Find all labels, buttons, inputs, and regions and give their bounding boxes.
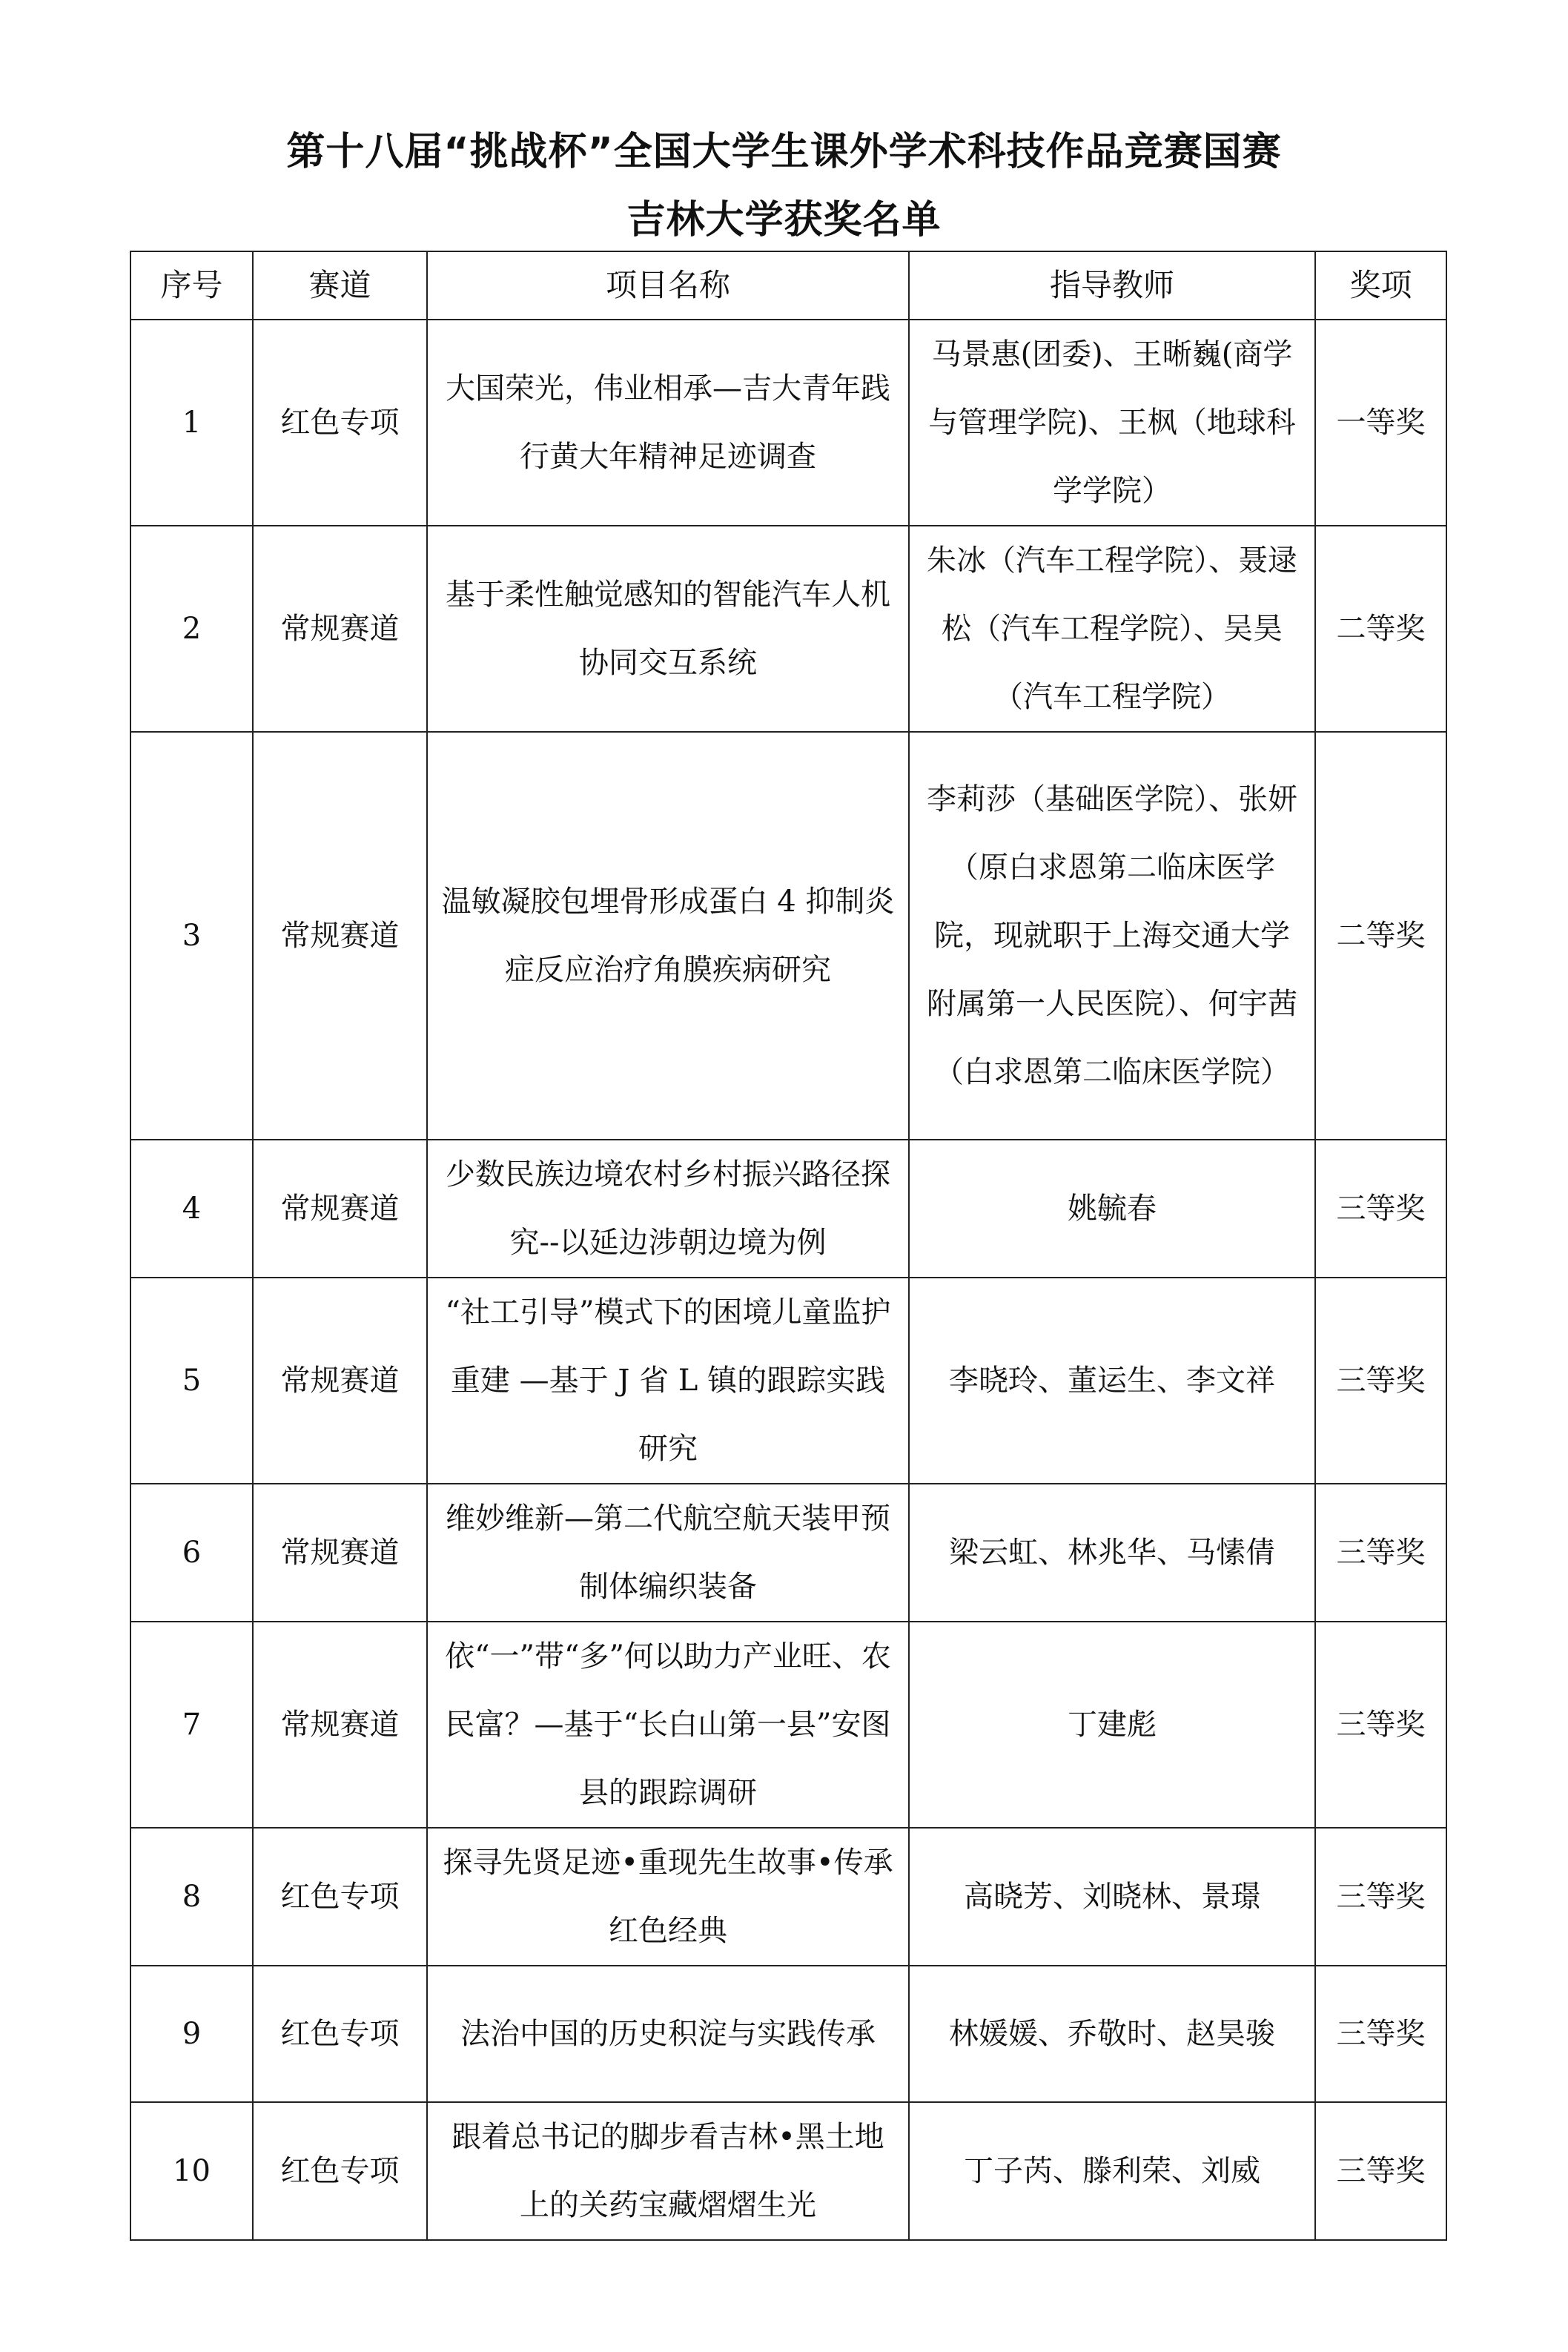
row-advisor: 马景惠(团委)、王晰巍(商学与管理学院)、王枫（地球科学学院） [909,320,1315,526]
row-project: 少数民族边境农村乡村振兴路径探究--以延边涉朝边境为例 [427,1140,909,1278]
row-project: 维妙维新—第二代航空航天装甲预制体编织装备 [427,1484,909,1622]
row-award: 三等奖 [1315,1828,1446,1966]
row-no: 6 [130,1484,253,1622]
header-project: 项目名称 [427,251,909,320]
row-advisor: 梁云虹、林兆华、马愫倩 [909,1484,1315,1622]
table-row [130,526,1446,732]
header-track: 赛道 [253,251,427,320]
row-no: 5 [130,1278,253,1484]
row-advisor: 朱冰（汽车工程学院）、聂逯松（汽车工程学院）、吴昊（汽车工程学院） [909,526,1315,732]
header-row [130,251,1446,320]
row-project: 法治中国的历史积淀与实践传承 [427,1966,909,2102]
table-row [130,1140,1446,1278]
row-advisor: 姚毓春 [909,1140,1315,1278]
row-award: 三等奖 [1315,1622,1446,1828]
row-award: 三等奖 [1315,1140,1446,1278]
row-track: 红色专项 [253,2102,427,2240]
row-project: “社工引导”模式下的困境儿童监护重建 —基于 J 省 L 镇的跟踪实践研究 [427,1278,909,1484]
header-no: 序号 [130,251,253,320]
table-row [130,320,1446,526]
row-award: 二等奖 [1315,526,1446,732]
row-no: 1 [130,320,253,526]
awards-table [130,251,1447,2241]
row-no: 7 [130,1622,253,1828]
header-award: 奖项 [1315,251,1446,320]
row-track: 常规赛道 [253,732,427,1140]
row-project: 跟着总书记的脚步看吉林•黑土地上的关药宝藏熠熠生光 [427,2102,909,2240]
page-subtitle: 吉林大学获奖名单 [626,198,942,242]
row-track: 常规赛道 [253,526,427,732]
table-row [130,1622,1446,1828]
row-track: 常规赛道 [253,1140,427,1278]
row-advisor: 丁建彪 [909,1622,1315,1828]
row-advisor: 李晓玲、董运生、李文祥 [909,1278,1315,1484]
table-row [130,1278,1446,1484]
row-no: 9 [130,1966,253,2102]
row-no: 10 [130,2102,253,2240]
row-advisor: 李莉莎（基础医学院）、张妍（原白求恩第二临床医学院，现就职于上海交通大学附属第一人民医院）、何宇茜（白求恩第二临床医学院） [909,732,1315,1140]
row-award: 二等奖 [1315,732,1446,1140]
table-row [130,732,1446,1140]
row-track: 红色专项 [253,320,427,526]
row-project: 探寻先贤足迹•重现先生故事•传承红色经典 [427,1828,909,1966]
row-award: 三等奖 [1315,1484,1446,1622]
row-award: 三等奖 [1315,1278,1446,1484]
row-no: 2 [130,526,253,732]
row-track: 常规赛道 [253,1278,427,1484]
row-project: 温敏凝胶包埋骨形成蛋白 4 抑制炎症反应治疗角膜疾病研究 [427,732,909,1140]
row-advisor: 林媛媛、乔敬时、赵昊骏 [909,1966,1315,2102]
page-title: 第十八届“挑战杯”全国大学生课外学术科技作品竞赛国赛 [286,130,1282,174]
row-advisor: 高晓芳、刘晓林、景璟 [909,1828,1315,1966]
row-project: 大国荣光，伟业相承—吉大青年践行黄大年精神足迹调查 [427,320,909,526]
row-award: 一等奖 [1315,320,1446,526]
row-project: 基于柔性触觉感知的智能汽车人机协同交互系统 [427,526,909,732]
row-track: 常规赛道 [253,1484,427,1622]
table-row [130,2102,1446,2240]
row-track: 红色专项 [253,1828,427,1966]
table-row [130,1484,1446,1622]
row-no: 4 [130,1140,253,1278]
row-advisor: 丁子芮、滕利荣、刘威 [909,2102,1315,2240]
row-track: 红色专项 [253,1966,427,2102]
table-row [130,1828,1446,1966]
row-no: 8 [130,1828,253,1966]
row-track: 常规赛道 [253,1622,427,1828]
row-award: 三等奖 [1315,2102,1446,2240]
row-no: 3 [130,732,253,1140]
row-project: 依“一”带“多”何以助力产业旺、农民富？—基于“长白山第一县”安图县的跟踪调研 [427,1622,909,1828]
table-row [130,1966,1446,2102]
header-advisor: 指导教师 [909,251,1315,320]
row-award: 三等奖 [1315,1966,1446,2102]
